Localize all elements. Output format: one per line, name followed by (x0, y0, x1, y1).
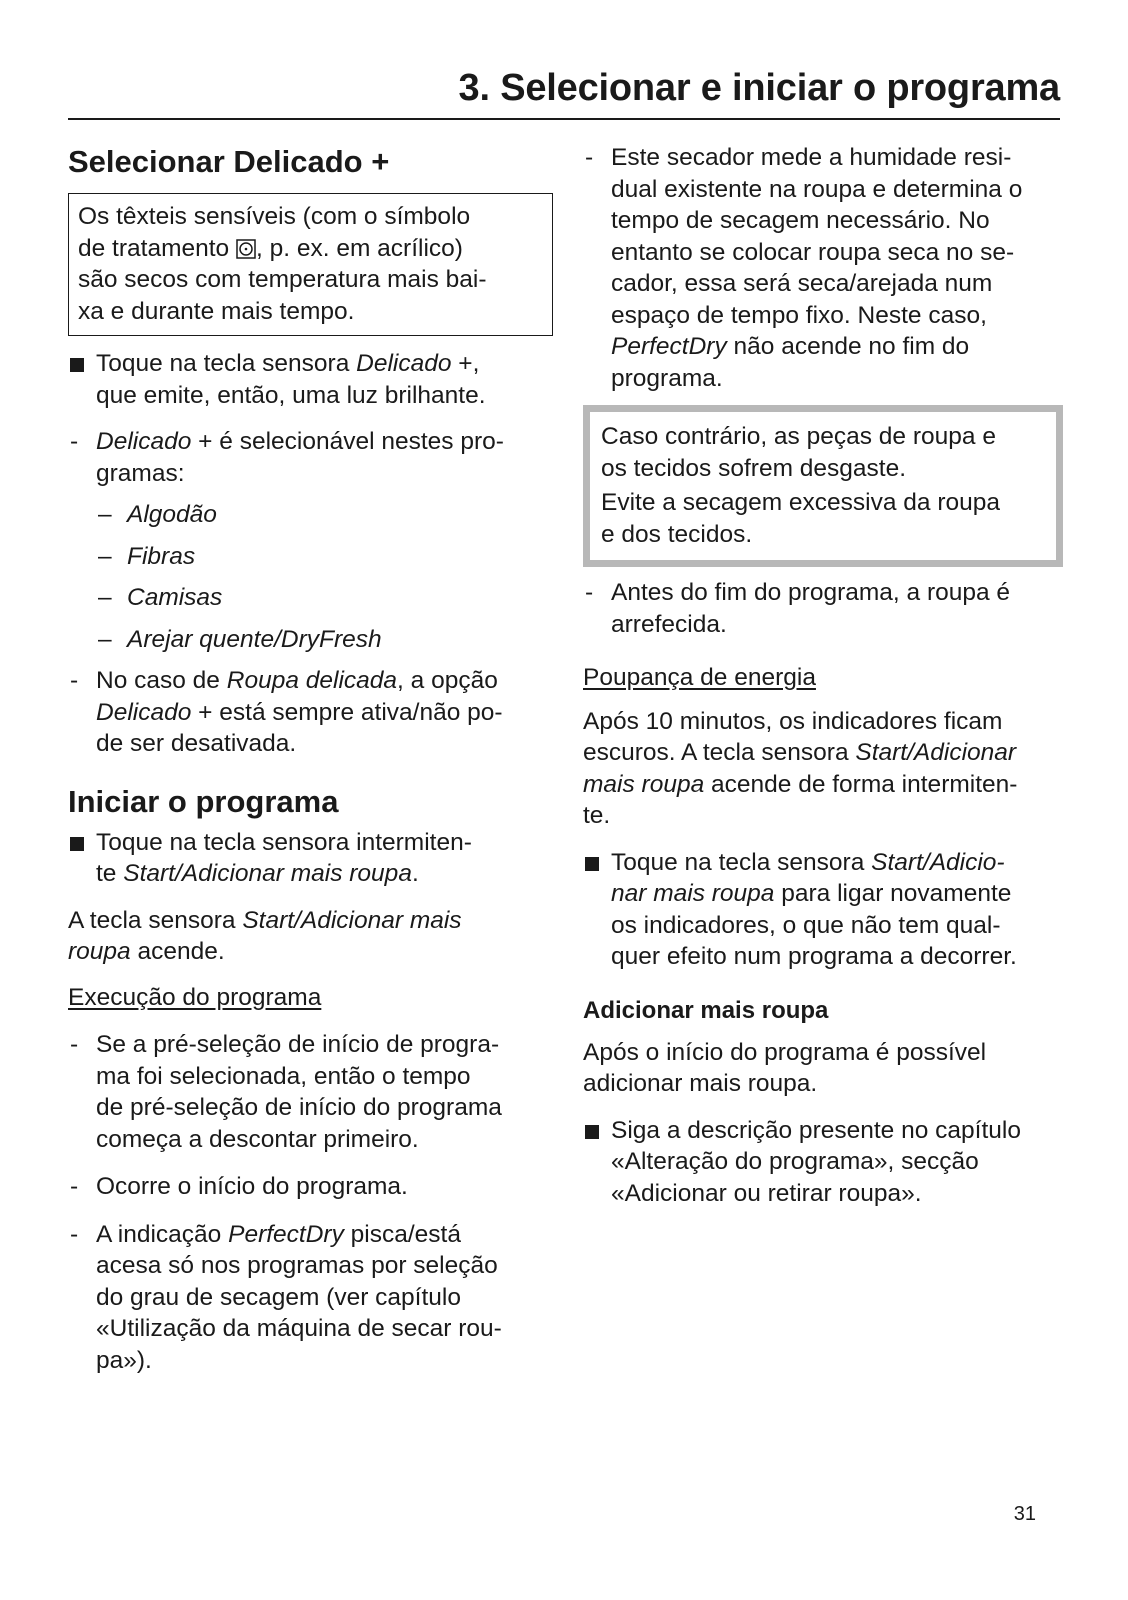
energy-line: Após 10 minutos, os indicadores ficam (583, 707, 1003, 735)
program-list-item (68, 541, 553, 573)
info-line (78, 233, 544, 265)
emphasis: Roupa delicada (226, 667, 398, 694)
intro-line: cador, essa será seca/arejada num (611, 270, 993, 297)
item-line: Ocorre o início do programa. (96, 1173, 408, 1200)
bullet-square-icon (70, 837, 84, 851)
text: + é selecionável nestes pro- (191, 428, 504, 455)
text: te (96, 860, 124, 887)
energy-line (583, 737, 1063, 769)
text: A indicação (96, 1220, 229, 1248)
emphasis: mais roupa (583, 770, 705, 798)
endash-bullet: – (98, 501, 112, 528)
text: + está sempre ativa/não po- (191, 698, 503, 726)
section-title-delicado: Selecionar Delicado + (68, 144, 390, 179)
note-line (96, 697, 553, 729)
dash-bullet: - (70, 667, 79, 694)
action-line: Toque na tecla sensora intermiten- (96, 828, 472, 856)
execution-item (68, 1029, 553, 1155)
emphasis: PerfectDry (611, 333, 727, 360)
text: Evite a secagem excessiva da roupa (601, 489, 1001, 516)
program-list-item (68, 624, 553, 656)
action-item (68, 348, 553, 411)
action-item (68, 827, 553, 890)
emphasis: Start/Adicio- (871, 848, 1005, 876)
endash-bullet: – (98, 542, 112, 570)
bullet-square-icon (585, 857, 599, 871)
text: pisca/está (343, 1220, 461, 1248)
info-text: de tratamento (78, 234, 236, 262)
action-item (583, 1115, 1063, 1210)
text: No caso de (96, 667, 227, 694)
energy-line: te. (583, 802, 611, 829)
emphasis: PerfectDry (228, 1220, 344, 1248)
subheading-energy: Poupança de energia (583, 664, 816, 691)
add-more-line: Após o início do programa é possível (583, 1038, 987, 1066)
emphasis: roupa (68, 938, 131, 965)
info-text: , p. ex. em acrílico) (255, 234, 463, 262)
intro-line: dual existente na roupa e determina o (611, 175, 1023, 203)
warning-line (601, 421, 1046, 484)
item-line: pa»). (96, 1346, 152, 1374)
dash-bullet: - (70, 428, 79, 455)
note-line (96, 426, 553, 458)
text: acende. (130, 938, 225, 965)
emphasis: nar mais roupa (611, 880, 775, 907)
action-item (583, 847, 1063, 973)
action-line (96, 348, 553, 380)
text: acende de forma intermiten- (704, 770, 1018, 798)
note-line: de ser desativada. (96, 730, 297, 757)
item-line: começa a descontar primeiro. (96, 1125, 419, 1153)
execution-item (68, 1171, 553, 1203)
item-line: Se a pré-seleção de início de progra- (96, 1031, 500, 1058)
section-title-add-more: Adicionar mais roupa (583, 996, 829, 1024)
item-line: de pré-seleção de início do programa (96, 1094, 502, 1121)
dash-bullet: - (585, 579, 594, 606)
intro-line: tempo de secagem necessário. No (611, 207, 990, 234)
cooldown-line: Antes do fim do programa, a roupa é (611, 579, 1011, 606)
warning-line (601, 487, 1046, 550)
cooldown-line: arrefecida. (611, 610, 727, 638)
note-item (68, 426, 553, 489)
left-column (68, 142, 553, 1376)
item-line: ma foi selecionada, então o tempo (96, 1062, 471, 1090)
intro-line: programa. (611, 364, 723, 392)
text: para ligar novamente (774, 880, 1012, 907)
page-number: 31 (1013, 1503, 1036, 1525)
add-more-paragraph (583, 1037, 1063, 1100)
intro-item (583, 142, 1063, 394)
dash-bullet: - (585, 144, 594, 171)
endash-bullet: – (98, 625, 112, 653)
action-line: Siga a descrição presente no capítulo (611, 1116, 1021, 1144)
subheading-execution: Execução do programa (68, 983, 322, 1011)
result-paragraph (68, 905, 553, 968)
warning-box (583, 405, 1063, 567)
note-item (68, 665, 553, 760)
text: os tecidos sofrem desgaste. (601, 454, 907, 482)
intro-line: entanto se colocar roupa seca no se- (611, 238, 1015, 266)
text: não acende no fim do (726, 333, 970, 360)
energy-line (583, 769, 1063, 801)
result-line (68, 936, 553, 968)
program-name: Arejar quente/DryFresh (127, 625, 382, 653)
text: , a opção (397, 667, 498, 694)
intro-line: Este secador mede a humidade resi- (611, 144, 1012, 171)
emphasis: Delicado (356, 350, 452, 377)
text: A tecla sensora (68, 906, 243, 934)
dash-bullet: - (70, 1220, 79, 1248)
item-line: acesa só nos programas por seleção (96, 1252, 498, 1279)
action-line: «Adicionar ou retirar roupa». (611, 1179, 922, 1207)
bullet-square-icon (70, 358, 84, 372)
energy-paragraph (583, 706, 1063, 832)
chapter-title: 3. Selecionar e iniciar o programa (458, 67, 1060, 109)
program-list-item (68, 499, 553, 531)
action-line (611, 847, 1063, 879)
program-name: Camisas (127, 584, 223, 611)
text: Toque na tecla sensora (96, 350, 357, 377)
add-more-line: adicionar mais roupa. (583, 1070, 818, 1097)
info-line: Os têxteis sensíveis (com o símbolo (78, 203, 471, 230)
text: . (411, 860, 419, 887)
delicate-care-symbol-icon (236, 239, 256, 259)
intro-line: espaço de tempo fixo. Neste caso, (611, 301, 987, 329)
result-line (68, 905, 553, 937)
text: Caso contrário, as peças de roupa e (601, 423, 996, 450)
page-header (68, 66, 1060, 120)
note-line (96, 665, 553, 697)
action-line (611, 878, 1063, 910)
info-box (68, 193, 553, 336)
program-name: Fibras (127, 542, 196, 570)
text: e dos tecidos. (601, 520, 753, 548)
note-line: gramas: (96, 459, 185, 487)
endash-bullet: – (98, 584, 112, 611)
text: Toque na tecla sensora (611, 848, 872, 876)
emphasis: Start/Adicionar mais roupa (123, 860, 412, 887)
action-line: que emite, então, uma luz brilhante. (96, 381, 486, 409)
execution-item (68, 1219, 553, 1377)
emphasis: Start/Adicionar (855, 739, 1017, 766)
right-column (583, 142, 1063, 1209)
item-line: «Utilização da máquina de secar rou- (96, 1315, 502, 1342)
emphasis: Delicado (96, 698, 192, 726)
dash-bullet: - (70, 1031, 79, 1058)
text: +, (451, 350, 480, 377)
cooldown-item (583, 577, 1063, 640)
action-line: os indicadores, o que não tem qual- (611, 911, 1001, 939)
program-name: Algodão (127, 501, 217, 528)
dash-bullet: - (70, 1173, 79, 1200)
program-list-item (68, 582, 553, 614)
emphasis: Delicado (96, 428, 192, 455)
text: escuros. A tecla sensora (583, 739, 856, 766)
intro-line (611, 331, 1063, 363)
item-line (96, 1219, 553, 1251)
section-title-start: Iniciar o programa (68, 783, 339, 819)
info-line: são secos com temperatura mais bai- (78, 266, 487, 293)
action-line: «Alteração do programa», secção (611, 1148, 979, 1175)
action-line: quer efeito num programa a decorrer. (611, 943, 1017, 970)
action-line (96, 858, 553, 890)
info-line: xa e durante mais tempo. (78, 297, 355, 325)
bullet-square-icon (585, 1125, 599, 1139)
emphasis: Start/Adicionar mais (242, 906, 462, 934)
item-line: do grau de secagem (ver capítulo (96, 1283, 461, 1311)
